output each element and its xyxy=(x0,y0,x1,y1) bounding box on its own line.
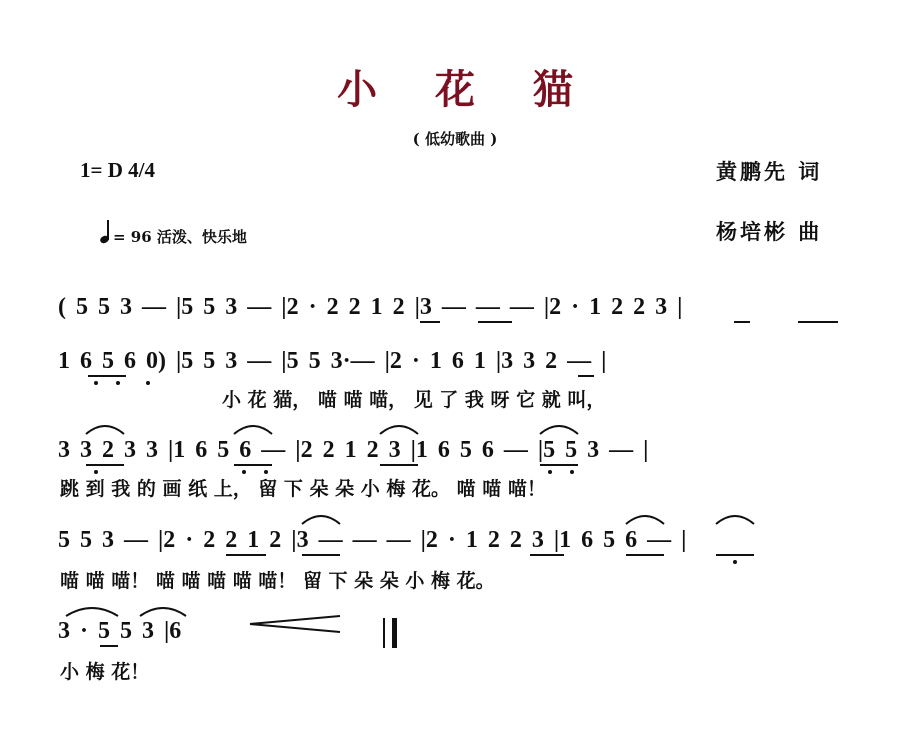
slur xyxy=(140,608,186,616)
tempo-value: = 96 xyxy=(113,228,152,246)
slur xyxy=(380,426,418,434)
score-line-4-notes: 5 5 3 — |2 · 2 2 1 2 |3 — — — |2 · 1 2 2 3 |1 6 5 6 — | xyxy=(58,527,687,553)
score-line-2-lyrics: 小 花 猫， 喵 喵 喵， 见 了 我 呀 它 就 叫， xyxy=(222,389,606,411)
slur xyxy=(234,426,272,434)
hairpin xyxy=(250,616,340,632)
composer-credit: 杨培彬 曲 xyxy=(716,219,823,244)
lower-octave-dot xyxy=(146,381,150,385)
lower-octave-dot xyxy=(570,470,574,474)
score-line-3-notes: 3 3 2 3 3 |1 6 5 6 — |2 2 1 2 3 |1 6 5 6 — |5 5 3 — | xyxy=(58,437,649,463)
song-subtitle: ( 低幼歌曲 ) xyxy=(412,130,498,148)
score-line-3-lyrics: 跳 到 我 的 画 纸 上， 留 下 朵 朵 小 梅 花。 喵 喵 喵！ xyxy=(60,478,546,500)
slur xyxy=(716,516,754,524)
slur xyxy=(86,426,124,434)
slur xyxy=(66,608,118,616)
lower-octave-dot xyxy=(242,470,246,474)
score-line-5-lyrics: 小 梅 花！ xyxy=(60,661,150,683)
score-line-5-notes: 3 · 5 5 3 |6 xyxy=(58,618,182,644)
score-line-1-notes: ( 5 5 3 — |5 5 3 — |2 · 2 2 1 2 |3 — — — |2 · 1 2 2 3 | xyxy=(58,294,683,320)
lower-octave-dot xyxy=(548,470,552,474)
song-title: 小 花 猫 xyxy=(337,66,595,113)
lower-octave-dot xyxy=(116,381,120,385)
score-line-4-lyrics: 喵 喵 喵！ 喵 喵 喵 喵 喵！ 留 下 朵 朵 小 梅 花。 xyxy=(60,570,495,592)
slur xyxy=(626,516,664,524)
score-line-2-notes: 1 6 5 6 0) |5 5 3 — |5 5 3·— |2 · 1 6 1 |3 3 2 — | xyxy=(58,348,607,374)
lower-octave-dot xyxy=(733,560,737,564)
tempo-expression: 活泼、快乐地 xyxy=(156,228,247,246)
lower-octave-dot xyxy=(94,470,98,474)
slur xyxy=(540,426,578,434)
lower-octave-dot xyxy=(94,381,98,385)
lyricist-credit: 黄鹏先 词 xyxy=(716,159,823,184)
slur xyxy=(302,516,340,524)
final-barline-thick xyxy=(392,618,397,648)
lower-octave-dot xyxy=(264,470,268,474)
key-signature: 1= D 4/4 xyxy=(80,158,155,182)
